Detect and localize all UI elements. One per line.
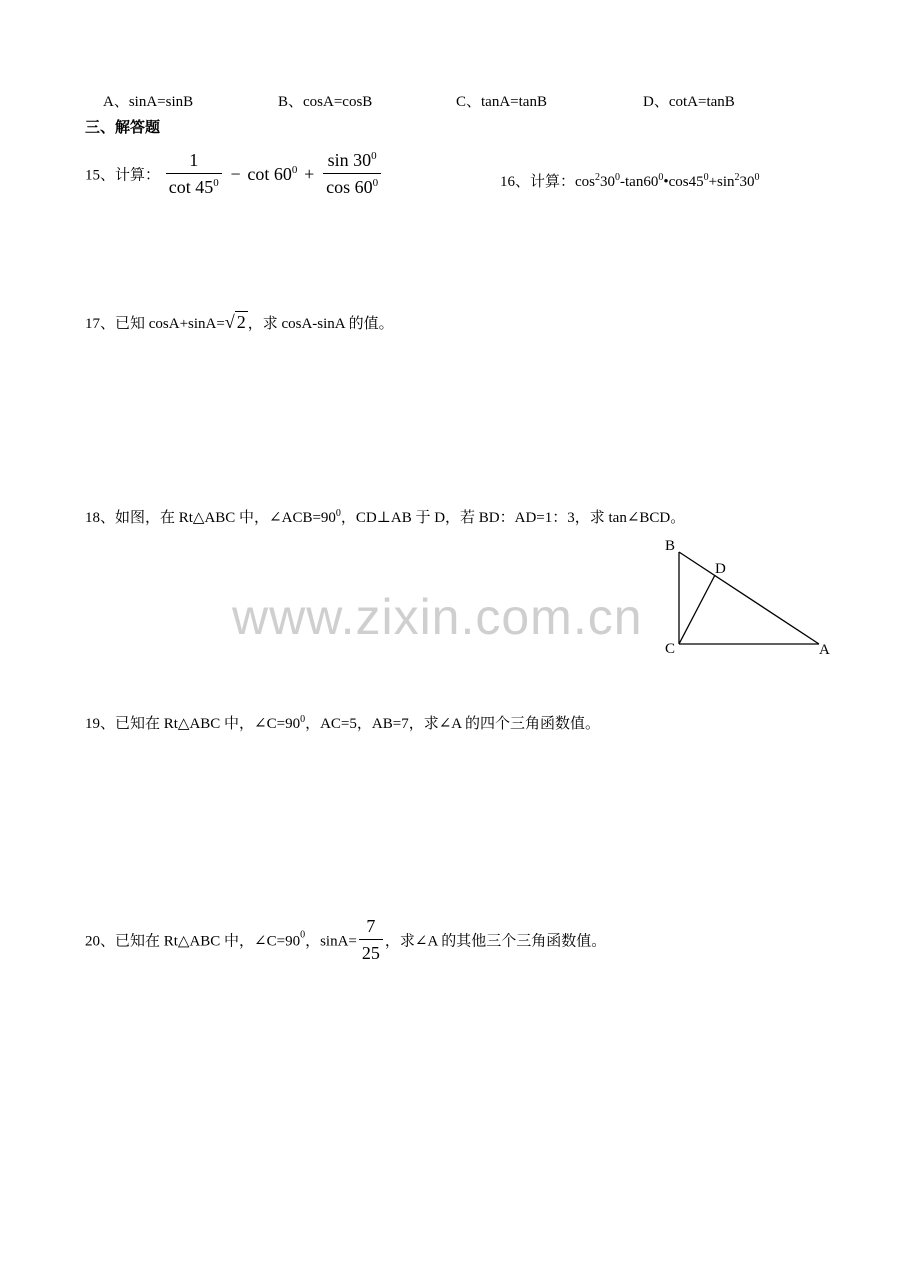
q15-frac1-den-text: cot 45	[168, 177, 214, 197]
q16-sup-5: 2	[734, 172, 740, 183]
q20-sup: 0	[300, 929, 306, 941]
q15-plus: +	[304, 163, 315, 184]
q15-middle-text: cot 60	[247, 163, 292, 184]
q19-sup: 0	[300, 714, 306, 725]
q18-sup: 0	[335, 508, 341, 519]
q17-radicand: 2	[236, 312, 246, 332]
q20-prefix: 20、已知在 Rt△ABC 中，∠C=90	[85, 933, 301, 950]
label-b: B	[665, 538, 676, 554]
q15-middle-term	[247, 164, 297, 184]
q16-sup-4: 0	[703, 172, 709, 183]
q15-prefix: 15、计算：	[85, 167, 161, 184]
q15-frac2-num-sup: 0	[371, 150, 377, 162]
q20-suffix: ，求∠A 的其他三个三角函数值。	[384, 933, 607, 950]
q15-fraction-2	[323, 150, 381, 198]
q16-sup-6: 0	[754, 172, 760, 183]
question-16	[500, 170, 760, 191]
q15-fraction-1	[166, 150, 222, 198]
q17-sqrt: √ 2	[224, 312, 246, 332]
label-d: D	[715, 561, 726, 577]
q15-frac2-numerator	[323, 150, 381, 173]
option-c: C、tanA=tanB	[456, 94, 547, 110]
section-title: 三、解答题	[85, 120, 161, 136]
q19-suffix: ，AC=5，AB=7，求∠A 的四个三角函数值。	[305, 716, 601, 732]
q19-prefix: 19、已知在 Rt△ABC 中，∠C=90	[85, 716, 301, 732]
q16-text-2: -tan60	[620, 174, 659, 190]
q15-frac2-den-sup: 0	[372, 177, 379, 189]
label-a: A	[819, 642, 830, 658]
q16-text-5: 30	[739, 174, 755, 190]
q16-text-1: 30	[600, 174, 615, 190]
triangle-figure	[655, 532, 840, 660]
question-19	[85, 712, 600, 733]
q16-text-4: +sin	[708, 174, 735, 190]
segment-ab	[679, 552, 819, 644]
q17-prefix: 17、已知 cosA+sinA=	[85, 316, 225, 332]
q16-text-3: •cos45	[663, 174, 704, 190]
q16-sup-3: 0	[658, 172, 664, 183]
label-c: C	[665, 641, 676, 657]
segment-cd	[679, 575, 715, 644]
q15-frac1-den-sup: 0	[213, 177, 219, 189]
q20-fraction	[359, 916, 383, 964]
q16-sup-1: 2	[595, 172, 600, 183]
q15-frac1-numerator: 1	[189, 150, 199, 170]
q20-mid: ，sinA=	[305, 933, 357, 950]
q18-prefix: 18、如图，在 Rt△ABC 中，∠ACB=90	[85, 510, 336, 526]
q20-numerator: 7	[366, 916, 376, 936]
q17-suffix: ，求 cosA-sinA 的值。	[247, 316, 394, 332]
q15-middle-sup: 0	[291, 163, 298, 176]
option-d: D、cotA=tanB	[643, 94, 735, 110]
q20-denominator: 25	[359, 939, 383, 964]
q16-sup-2: 0	[615, 172, 620, 183]
question-17	[85, 312, 394, 333]
watermark: www.zixin.com.cn	[232, 589, 643, 645]
option-a: A、sinA=sinB	[103, 94, 194, 110]
q15-minus: −	[230, 163, 241, 184]
q18-suffix: ，CD⊥AB 于 D，若 BD：AD=1：3，求 tan∠BCD。	[340, 510, 686, 526]
question-15	[85, 150, 383, 198]
q15-frac2-den-text: cos 60	[326, 177, 373, 197]
q15-frac2-denominator	[323, 173, 381, 198]
q15-frac2-num-text: sin 30	[327, 150, 372, 170]
q16-prefix: 16、计算：cos	[500, 174, 595, 190]
q15-frac1-denominator	[166, 173, 222, 198]
question-20	[85, 916, 606, 964]
question-18	[85, 506, 685, 527]
option-b: B、cosA=cosB	[278, 94, 373, 110]
